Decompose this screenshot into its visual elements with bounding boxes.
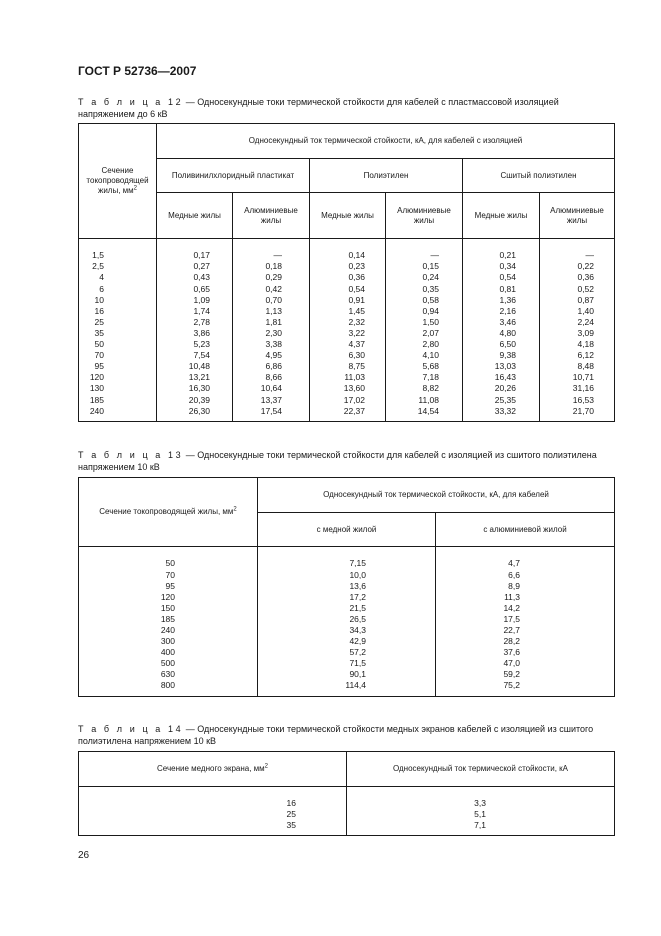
table12-value: 13,21 [188,372,210,383]
table12-value: 0,17 [193,250,210,261]
table12-caption-text: — Односекундные токи термической стойкости для кабелей с пластмассовой изоляцией напряжением до 6 кВ [78,97,559,119]
table12-section-value: 2,5 [92,261,104,272]
table12-section-value: 4 [99,272,104,283]
table12-section-value: 1,5 [92,250,104,261]
table12-value: 2,07 [422,327,439,338]
table12-value: 0,52 [577,283,595,294]
table12-section-header: Сечение токопроводящей жилы, $мм^2$ [79,124,157,239]
table12-value: 0,29 [265,272,282,283]
table12-value: 20,39 [188,394,210,405]
table13-copper-value: 26,5 [349,613,366,624]
table12-value: 3,22 [348,327,365,338]
table12-pvc-header: Поливинилхлоридный пластикат [157,159,310,193]
table12-value: 1,74 [193,305,210,316]
table12-value: 0,36 [577,272,595,283]
table13-aluminium-value: 22,7 [503,625,520,635]
table12-value: 8,66 [265,372,282,383]
table12-value: 0,36 [348,272,365,283]
table13-aluminium-value: 4,7 [508,558,520,569]
table12-value: 3,09 [577,327,595,338]
table12-value: 14,54 [417,405,439,416]
table13-section-value: 50 [165,558,175,569]
table12-value: 3,38 [265,339,282,350]
table12-pvc-copper-cell [157,239,233,422]
table13-copper-value: 21,5 [349,602,366,613]
table12-value: 0,54 [499,272,516,283]
table12-value: 33,32 [494,405,516,416]
table12-section-value: 6 [99,283,104,294]
table12-value: — [273,250,282,261]
table12-value: 11,03 [344,372,365,383]
table12-value: 1,45 [348,305,365,316]
table14-sections-cell [79,787,347,836]
table13-aluminium-value: 28,2 [503,636,520,647]
table12-value: 0,35 [422,283,439,294]
table13-section-value: 240 [160,625,175,635]
table13-aluminium-value: 59,2 [503,669,520,680]
table13-section-value: 630 [160,669,175,680]
table12-value: 5,68 [422,361,439,372]
table12-value: 2,30 [265,327,282,338]
table12-copper-header: Медные жилы [463,193,540,239]
table13-section-value: 150 [160,602,175,613]
table12-section-value: 35 [94,327,104,338]
table12-value: 1,09 [193,294,210,305]
table12-value: 25,35 [494,394,516,405]
table13-copper-value: 34,3 [349,625,366,635]
table12-value: 0,24 [422,272,439,283]
table13-section-value: 300 [160,636,175,647]
table12-caption-prefix: Т а б л и ц а 12 [78,97,184,107]
table12-section-value: 240 [89,405,104,416]
table12-value: 17,54 [260,405,282,416]
table12-value: 0,87 [577,294,595,305]
table13-sections-cell [79,547,258,697]
table12-section-value: 16 [94,305,104,316]
table12-value: 0,23 [348,261,365,272]
table12-value: 5,23 [193,339,210,350]
table13-caption [78,449,614,473]
table12-value: 4,10 [422,350,439,361]
table13-aluminium-cell [436,547,615,697]
table12-value: 1,81 [265,316,282,327]
table12-value: 6,50 [499,339,516,350]
table14-caption-text: — Односекундные токи термической стойкости медных экранов кабелей с изоляцией из сшитого полиэтилена напряжением 10 кВ [78,724,594,746]
table12-value: 10,71 [572,372,595,383]
table12-value: 0,18 [265,261,282,272]
table12-value: 7,18 [422,372,439,383]
table12-value: 0,15 [422,261,439,272]
table12-value: 16,43 [494,372,516,383]
table13-aluminium-value: 14,2 [503,602,520,613]
table12-value: 10,64 [260,383,282,394]
table12-value: 22,37 [343,405,365,416]
table14 [78,751,615,836]
table12-value: 31,16 [572,383,595,394]
table14-section-value: 25 [286,808,296,819]
table12-value: 2,80 [422,339,439,350]
table13-aluminium-value: 75,2 [503,680,520,691]
table12-section-value: 95 [94,361,104,372]
table12-value: 0,81 [499,283,516,294]
table14-caption [78,723,614,747]
table12-value: 8,75 [348,361,365,372]
table12-value: 6,86 [265,361,282,372]
table12-value: 3,46 [499,316,516,327]
table12-value: 0,70 [265,294,282,305]
table13-section-value: 400 [160,647,175,658]
table12-xlpe-aluminium-cell [540,239,615,422]
table13-section-value: 70 [165,569,175,580]
table14-section-header: Сечение медного экрана, $мм^2$ [79,752,347,787]
table12-pe-copper-cell [310,239,386,422]
table13-section-header: Сечение токопроводящей жилы, $мм^2$ [79,478,258,547]
table12-value: 16,30 [188,383,210,394]
table12-value: 6,30 [348,350,365,361]
table12-value: 13,03 [494,361,516,372]
table12-section-value: 50 [94,339,104,350]
table13-copper-value: 71,5 [349,658,366,669]
table13 [78,477,615,697]
table13-copper-value: 42,9 [349,636,366,647]
table12-value: 2,16 [499,305,516,316]
table13-caption-prefix: Т а б л и ц а 13 [78,450,184,460]
table12-pe-aluminium-cell [386,239,463,422]
table12-value: 11,08 [418,394,439,405]
table12-value: 4,18 [577,339,595,350]
table12-value: 0,27 [193,261,210,272]
table12-value: 7,54 [193,350,210,361]
table12-value: 4,37 [348,339,365,350]
table13-copper-value: 57,2 [349,647,366,658]
table12-section-value: 130 [89,383,104,394]
table13-copper-value: 114,4 [345,680,366,691]
table13-aluminium-value: 17,5 [503,613,520,624]
table12-value: 1,50 [422,316,439,327]
table12-value: 8,48 [577,361,595,372]
table12-copper-header: Медные жилы [157,193,233,239]
table13-aluminium-value: 11,3 [504,591,520,602]
table13-copper-value: 13,6 [349,580,366,591]
table13-caption-text: — Односекундные токи термической стойкости для кабелей с изоляцией из сшитого полиэтилена напряжением 10 кВ [78,450,597,472]
table12-aluminium-header: Алюминиевые жилы [233,193,310,239]
table12-value: 26,30 [188,405,210,416]
table12-value: 4,95 [265,350,282,361]
table13-aluminium-value: 6,6 [508,569,520,580]
table12-value: 17,02 [343,394,365,405]
table12-section-value: 120 [89,372,104,383]
table13-section-value: 800 [160,680,175,691]
table13-copper-value: 10,0 [349,569,366,580]
table14-caption-prefix: Т а б л и ц а 14 [78,724,184,734]
table13-copper-value: 17,2 [349,591,366,602]
table12-aluminium-header: Алюминиевые жилы [540,193,615,239]
table13-copper-value: 90,1 [349,669,366,680]
table12-value: 2,24 [577,316,595,327]
table13-group-header: Односекундный ток термической стойкости, кА, для кабелей [258,478,615,513]
page-number: 26 [78,850,90,861]
table12-value: 3,86 [193,327,210,338]
table12-value: 1,36 [499,294,516,305]
table12-value: 10,48 [188,361,210,372]
table12-value: — [585,250,595,261]
table12-aluminium-header: Алюминиевые жилы [386,193,463,239]
table12-value: 0,58 [422,294,439,305]
table12-value: 0,43 [193,272,210,283]
table12-section-value: 25 [94,316,104,327]
table12 [78,123,615,422]
table12-section-value: 70 [94,350,104,361]
table12-value: 8,82 [422,383,439,394]
table12-value: 9,38 [499,350,516,361]
table13-copper-cell [258,547,436,697]
table13-section-value: 185 [160,613,175,624]
table12-value: 4,80 [499,327,516,338]
table13-section-value: 120 [160,591,175,602]
table12-value: 0,21 [499,250,516,261]
table12-value: 0,42 [265,283,282,294]
table12-xlpe-header: Сшитый полиэтилен [463,159,615,193]
table13-aluminium-value: 8,9 [508,580,520,591]
table12-value: 16,53 [572,394,595,405]
table12-value: 0,34 [499,261,516,272]
table12-pe-header: Полиэтилен [310,159,463,193]
table12-value: 0,65 [193,283,210,294]
table12-value: 6,12 [577,350,595,361]
table12-section-value: 10 [94,294,104,305]
table12-value: 0,14 [348,250,365,261]
table14-section-value: 35 [286,820,296,831]
table12-caption [78,96,614,120]
table12-value: — [430,250,439,261]
table12-value: 0,22 [577,261,595,272]
table13-section-value: 95 [165,580,175,591]
table14-value: 7,1 [474,820,486,831]
table14-value: 5,1 [474,808,486,819]
table13-aluminium-header: с алюминиевой жилой [436,513,615,547]
table12-value: 13,60 [343,383,365,394]
document-title: ГОСТ Р 52736—2007 [78,64,197,78]
table12-value: 0,94 [422,305,439,316]
table12-value: 1,13 [265,305,282,316]
table12-value: 13,37 [260,394,282,405]
table12-value: 1,40 [577,305,595,316]
table14-value: 3,3 [474,797,486,808]
table12-value: 0,91 [348,294,365,305]
table12-value: 20,26 [494,383,516,394]
table13-aluminium-value: 37,6 [503,647,520,658]
table12-pvc-aluminium-cell [233,239,310,422]
table14-values-cell [347,787,615,836]
table12-sections-cell [79,239,157,422]
table12-copper-header: Медные жилы [310,193,386,239]
table12-group-header: Односекундный ток термической стойкости, кА, для кабелей с изоляцией [157,124,615,159]
table12-xlpe-copper-cell [463,239,540,422]
table13-aluminium-value: 47,0 [503,658,520,669]
table12-section-value: 185 [89,394,104,405]
table12-value: 21,70 [572,405,595,416]
table14-section-value: 16 [286,797,296,808]
table12-value: 2,32 [348,316,365,327]
table13-copper-value: 7,15 [349,558,366,569]
table13-copper-header: с медной жилой [258,513,436,547]
table12-value: 0,54 [348,283,365,294]
table13-section-value: 500 [160,658,175,669]
table14-current-header: Односекундный ток термической стойкости, кА [347,752,615,787]
table12-value: 2,78 [193,316,210,327]
